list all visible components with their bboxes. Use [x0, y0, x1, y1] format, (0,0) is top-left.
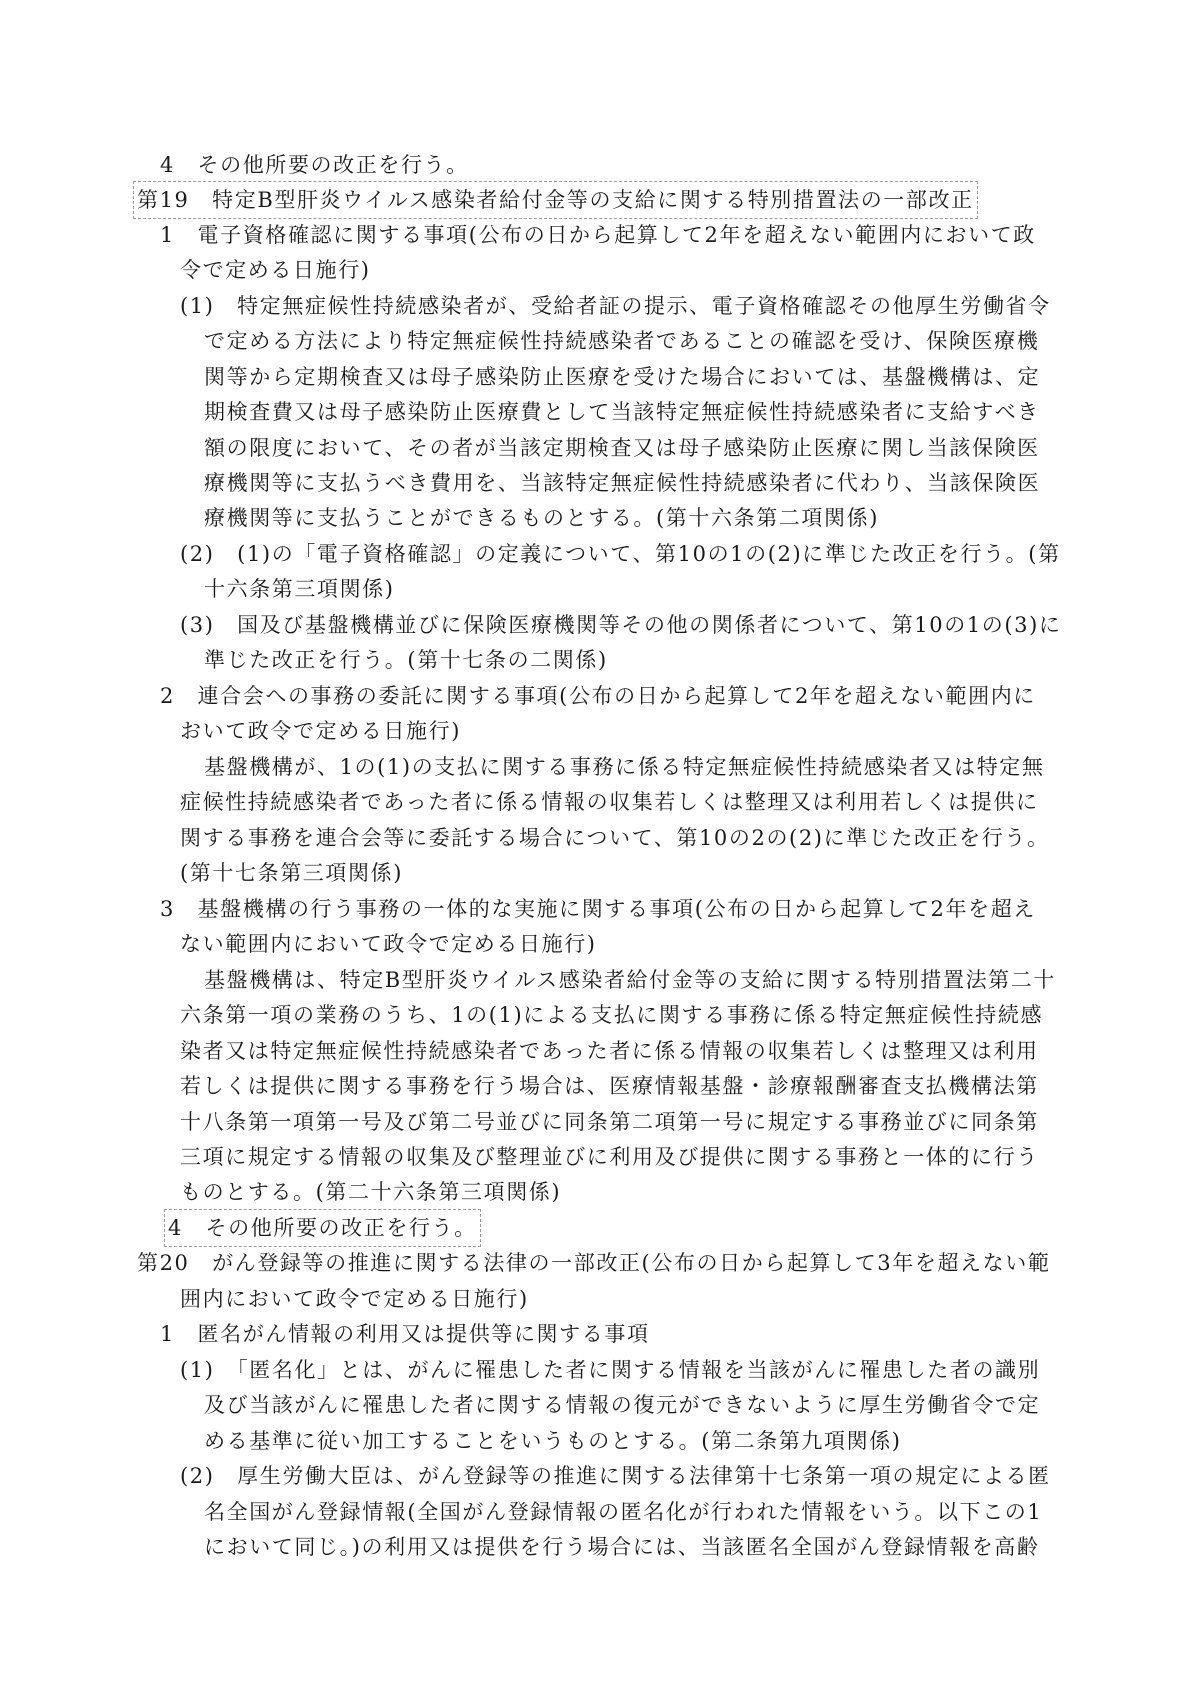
- text-line: ない範囲内において政令で定める日施行): [180, 932, 597, 956]
- text-line: 名全国がん登録情報(全国がん登録情報の匿名化が行われた情報をいう。以下この1: [204, 1500, 1043, 1524]
- text-line: 若しくは提供に関する事務を行う場合は、医療情報基盤・診療報酬審査支払機構法第: [180, 1074, 1039, 1098]
- item-heading: 2 連合会への事務の委託に関する事項(公布の日から起算して2年を超えない範囲内に: [160, 684, 1036, 708]
- text-line: 十八条第一項第一号及び第二号並びに同条第二項第一号に規定する事務並びに同条第: [180, 1110, 1039, 1134]
- text-line: 関等から定期検査又は母子感染防止医療を受けた場合においては、基盤機構は、定: [204, 365, 1041, 389]
- text-line: おいて政令で定める日施行): [180, 719, 461, 743]
- item-heading: 3 基盤機構の行う事務の一体的な実施に関する事項(公布の日から起算して2年を超え: [160, 897, 1036, 921]
- text-line: 期検査費又は母子感染防止医療費として当該特定無症候性持続感染者に支給すべき: [204, 400, 1040, 424]
- text-line: 関する事務を連合会等に委託する場合について、第10の2の(2)に準じた改正を行う。: [180, 826, 1050, 850]
- text-line: 染者又は特定無症候性持続感染者であった者に係る情報の収集若しくは整理又は利用: [180, 1039, 1039, 1063]
- text-line: で定める方法により特定無症候性持続感染者であることの確認を受け、保険医療機: [204, 329, 1040, 353]
- text-line: 囲内において政令で定める日施行): [180, 1287, 529, 1311]
- section-heading: 第19 特定B型肝炎ウイルス感染者給付金等の支給に関する特別措置法の一部改正: [137, 185, 974, 215]
- item-heading: 1 匿名がん情報の利用又は提供等に関する事項: [160, 1322, 650, 1346]
- subitem-line: (2) (1)の「電子資格確認」の定義について、第10の1の(2)に準じた改正を行う。(第: [180, 542, 1061, 566]
- text-line: において同じ。)の利用又は提供を行う場合には、当該匿名全国がん登録情報を高齢: [204, 1535, 1040, 1559]
- subitem-line: (1) 「匿名化」とは、がんに罹患した者に関する情報を当該がんに罹患した者の識別: [180, 1358, 1041, 1382]
- text-line: 療機関等に支払うべき費用を、当該特定無症候性持続感染者に代わり、当該保険医: [204, 471, 1041, 495]
- text-line: 療機関等に支払うことができるものとする。(第十六条第二項関係): [204, 506, 879, 530]
- text-line: 六条第一項の業務のうち、1の(1)による支払に関する事務に係る特定無症候性持続感: [180, 1003, 1044, 1027]
- subitem-line: (1) 特定無症候性持続感染者が、受給者証の提示、電子資格確認その他厚生労働省令: [180, 294, 1051, 318]
- text-line: 及び当該がんに罹患した者に関する情報の復元ができないように厚生労働省令で定: [204, 1393, 1041, 1417]
- text-line: 基盤機構が、1の(1)の支払に関する事務に係る特定無症候性持続感染者又は特定無: [204, 755, 1045, 779]
- text-line: める基準に従い加工することをいうものとする。(第二条第九項関係): [204, 1429, 902, 1453]
- item-heading: 4 その他所要の改正を行う。: [168, 1213, 477, 1243]
- text-line: 準じた改正を行う。(第十七条の二関係): [204, 648, 608, 672]
- text-line: 三項に規定する情報の収集及び整理並びに利用及び提供に関する事務と一体的に行う: [180, 1145, 1039, 1169]
- subitem-line: (3) 国及び基盤機構並びに保険医療機関等その他の関係者について、第10の1の(3)に: [180, 613, 1062, 637]
- text-line: 4 その他所要の改正を行う。: [160, 153, 469, 177]
- text-line: 基盤機構は、特定B型肝炎ウイルス感染者給付金等の支給に関する特別措置法第二十: [204, 968, 1056, 992]
- text-line: 症候性持続感染者であった者に係る情報の収集若しくは整理又は利用若しくは提供に: [180, 790, 1039, 814]
- section-heading: 第20 がん登録等の推進に関する法律の一部改正(公布の日から起算して3年を超えない範: [137, 1251, 1051, 1275]
- text-line: 額の限度において、その者が当該定期検査又は母子感染防止医療に関し当該保険医: [204, 436, 1040, 460]
- text-line: ものとする。(第二十六条第三項関係): [180, 1180, 562, 1204]
- text-line: (第十七条第三項関係): [180, 861, 403, 885]
- text-line: 令で定める日施行): [180, 258, 371, 282]
- subitem-line: (2) 厚生労働大臣は、がん登録等の推進に関する法律第十七条第一項の規定による匿: [180, 1464, 1051, 1488]
- text-line: 十六条第三項関係): [204, 577, 395, 601]
- item-heading: 1 電子資格確認に関する事項(公布の日から起算して2年を超えない範囲内において政: [160, 223, 1036, 247]
